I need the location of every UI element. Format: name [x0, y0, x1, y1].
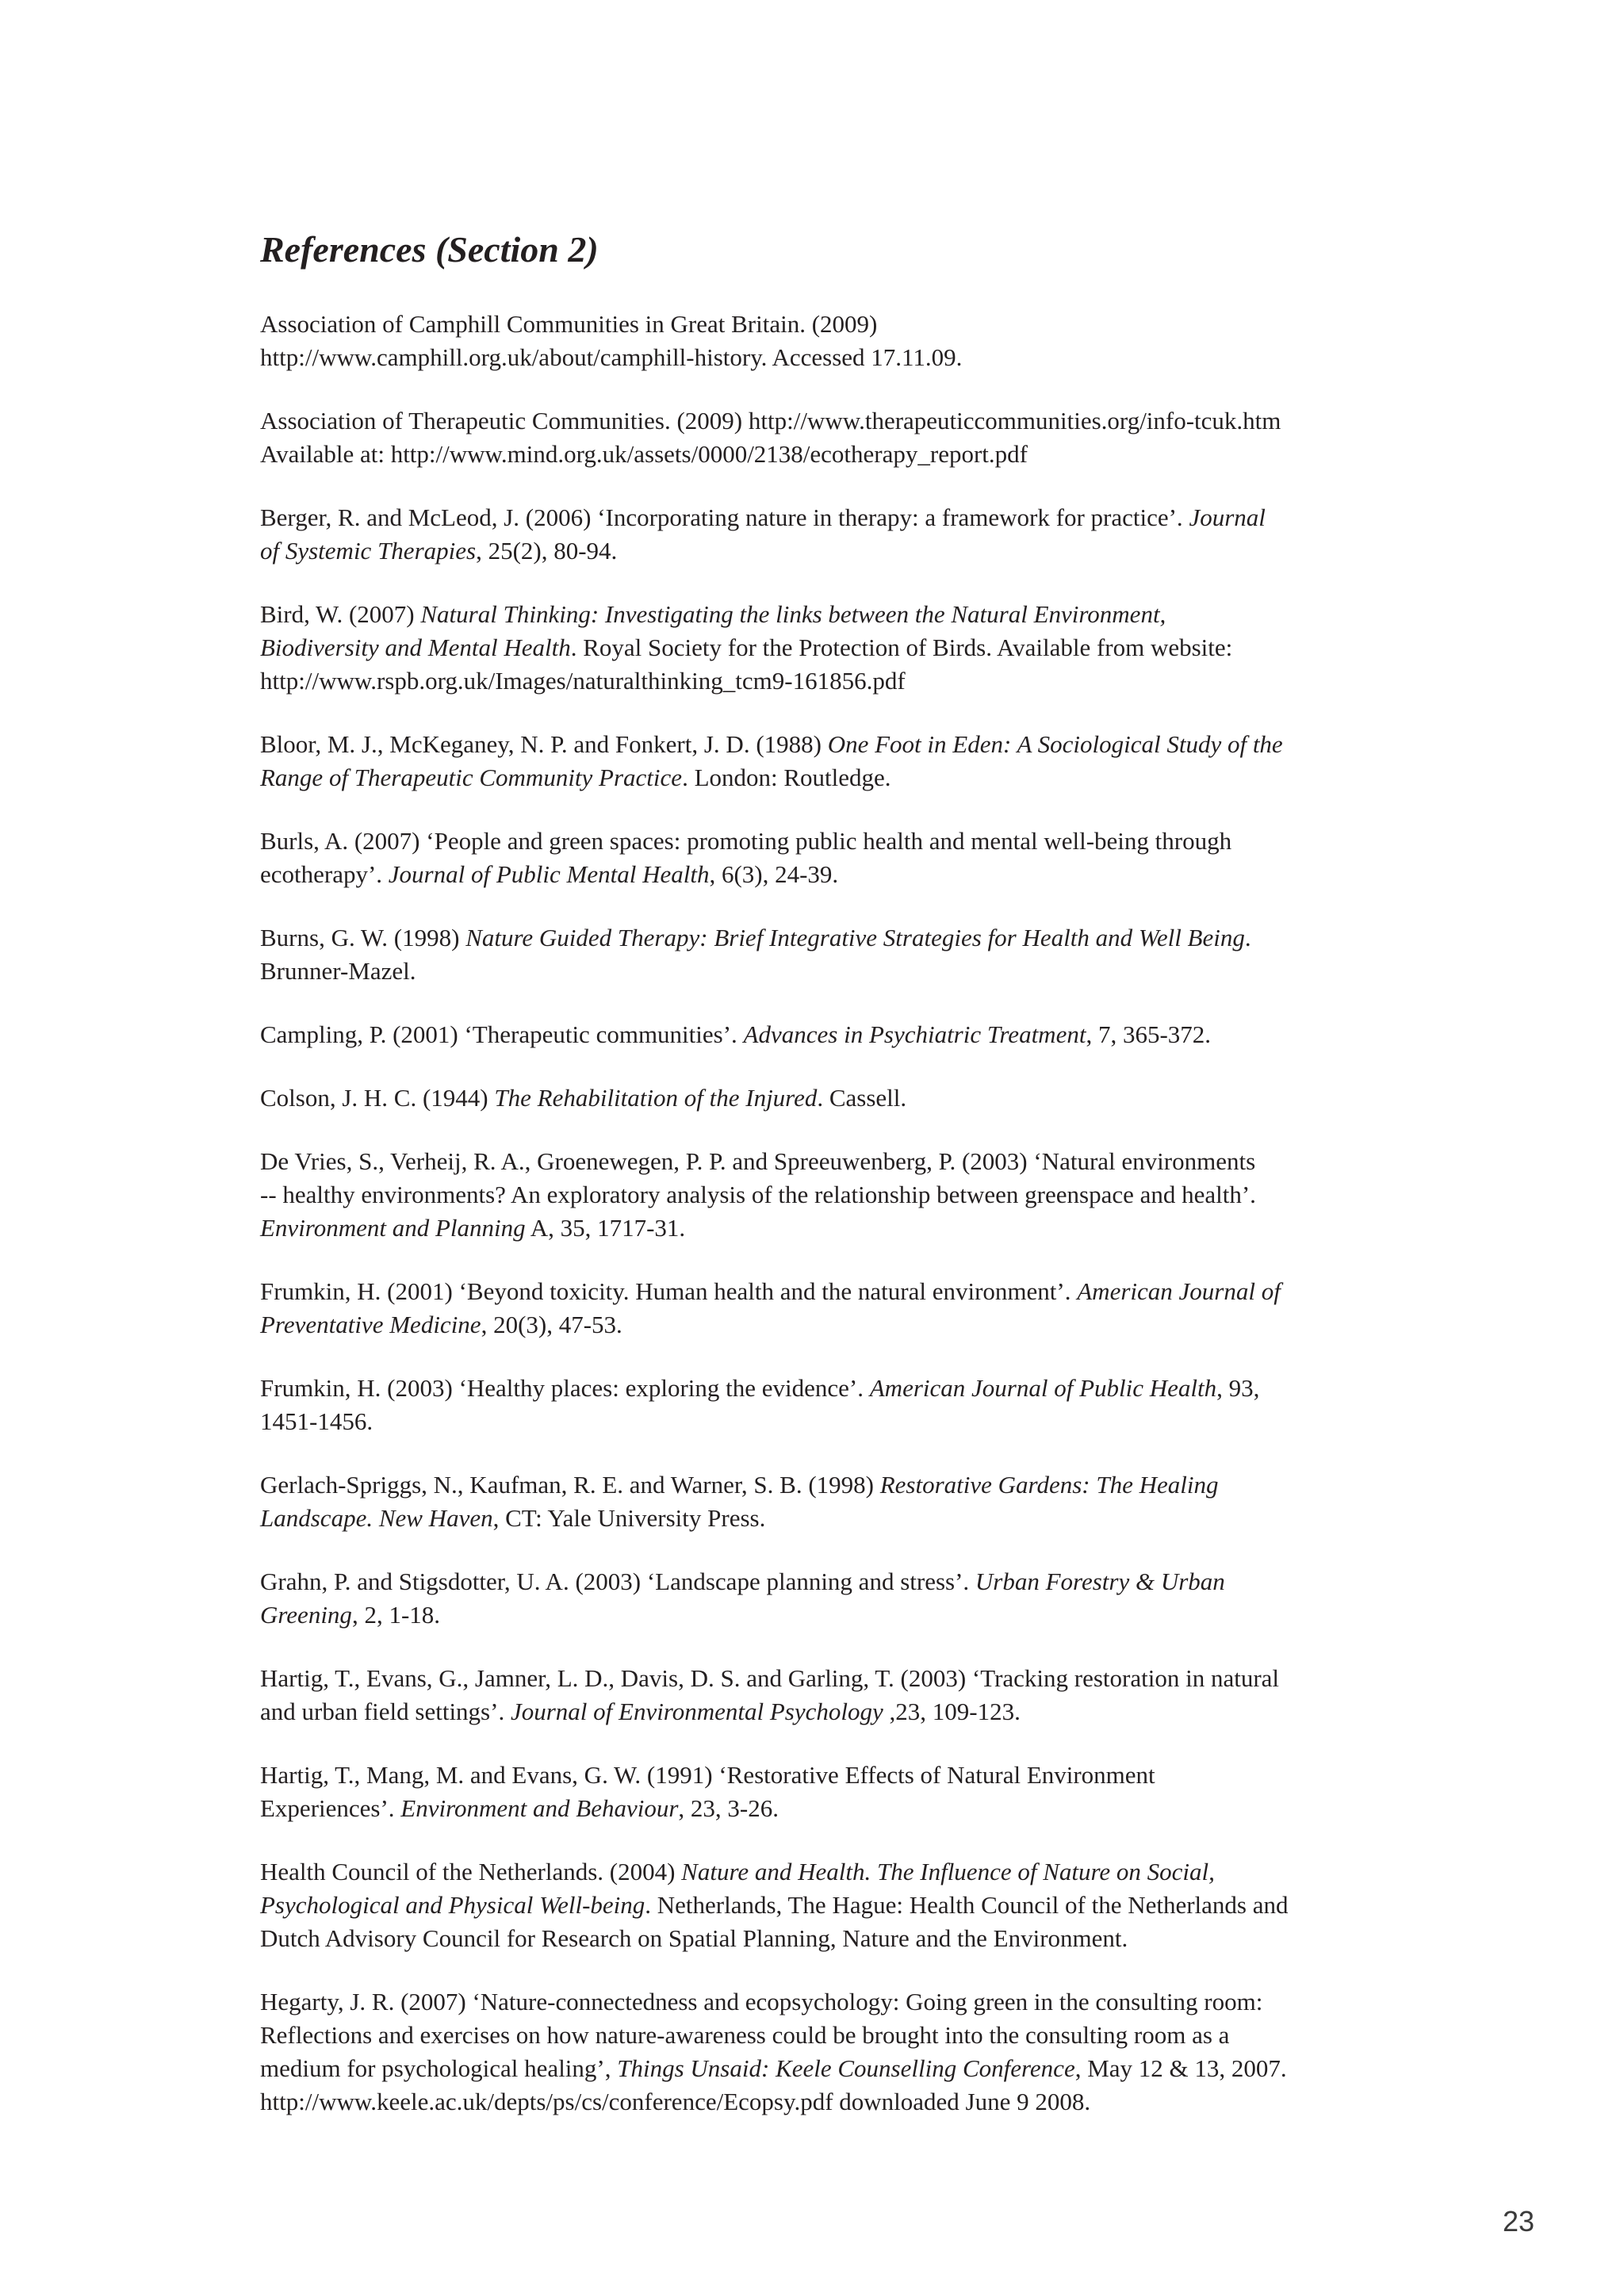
reference-text: http://www.keele.ac.uk/depts/ps/cs/conference/Ecopsy.pdf downloaded June 9 2008. [260, 2088, 1091, 2115]
reference-italic-text: Advances in Psychiatric Treatment [743, 1020, 1086, 1048]
reference-italic-text: Nature Guided Therapy: Brief Integrative Strategies for Health and Well Being [465, 924, 1245, 951]
reference-text: Gerlach-Spriggs, N., Kaufman, R. E. and Warner, S. B. (1998) [260, 1471, 880, 1499]
reference-italic-text: Greening [260, 1601, 352, 1629]
reference-entry [260, 1468, 1410, 1535]
reference-entry [260, 501, 1410, 568]
reference-entry [260, 1145, 1410, 1245]
reference-entry [260, 1759, 1410, 1825]
reference-text: Burls, A. (2007) ‘People and green spaces: promoting public health and mental well-being through [260, 827, 1232, 855]
reference-text: Health Council of the Netherlands. (2004) [260, 1858, 682, 1885]
reference-text: http://www.rspb.org.uk/Images/naturalthinking_tcm9-161856.pdf [260, 667, 906, 695]
reference-text: , 6(3), 24-39. [709, 860, 839, 888]
reference-italic-text: Journal of Environmental Psychology [510, 1698, 883, 1725]
reference-entry [260, 921, 1410, 988]
reference-text: Hartig, T., Mang, M. and Evans, G. W. (1991) ‘Restorative Effects of Natural Environment [260, 1761, 1155, 1789]
reference-italic-text: Environment and Behaviour [400, 1794, 679, 1822]
reference-entry [260, 1275, 1410, 1342]
reference-italic-text: Natural Thinking: Investigating the links between the Natural Environment, [420, 600, 1166, 628]
reference-text: , 2, 1-18. [351, 1601, 441, 1629]
reference-text: . Netherlands, The Hague: Health Council of the Netherlands and [645, 1891, 1289, 1919]
reference-text: A, 35, 1717-31. [525, 1214, 686, 1242]
reference-text: 1451-1456. [260, 1407, 373, 1435]
reference-entry [260, 1081, 1410, 1115]
reference-text: -- healthy environments? An exploratory analysis of the relationship between greenspace and health’. [260, 1181, 1256, 1208]
page-title: References (Section 2) [260, 229, 599, 270]
reference-italic-text: American Journal of [1077, 1277, 1281, 1305]
reference-text: Frumkin, H. (2001) ‘Beyond toxicity. Human health and the natural environment’. [260, 1277, 1078, 1305]
reference-entry [260, 825, 1410, 891]
reference-text: , 23, 3-26. [678, 1794, 779, 1822]
reference-text: Association of Therapeutic Communities. (2009) http://www.therapeuticcommunities.org/info-tcuk.htm [260, 407, 1281, 434]
reference-italic-text: Things Unsaid: Keele Counselling Conference [617, 2054, 1075, 2082]
reference-entry [260, 1018, 1410, 1051]
reference-italic-text: Restorative Gardens: The Healing [879, 1471, 1219, 1499]
reference-text: De Vries, S., Verheij, R. A., Groenewegen, P. P. and Spreeuwenberg, P. (2003) ‘Natural environments [260, 1147, 1256, 1175]
reference-text: , 7, 365-372. [1086, 1020, 1212, 1048]
reference-entry [260, 1855, 1410, 1955]
reference-italic-text: Journal [1189, 503, 1266, 531]
reference-text: , CT: Yale University Press. [492, 1504, 766, 1532]
reference-text: ,23, 109-123. [883, 1698, 1021, 1725]
reference-italic-text: Preventative Medicine [260, 1311, 481, 1338]
reference-italic-text: of Systemic Therapies [260, 537, 477, 565]
reference-entry [260, 1565, 1410, 1632]
reference-text: Burns, G. W. (1998) [260, 924, 466, 951]
reference-text: Campling, P. (2001) ‘Therapeutic communities’. [260, 1020, 744, 1048]
reference-text: Bloor, M. J., McKeganey, N. P. and Fonkert, J. D. (1988) [260, 730, 828, 758]
reference-entry [260, 728, 1410, 794]
reference-text: Berger, R. and McLeod, J. (2006) ‘Incorporating nature in therapy: a framework for practice’. [260, 503, 1189, 531]
reference-text: and urban field settings’. [260, 1698, 511, 1725]
reference-italic-text: Urban Forestry & Urban [975, 1568, 1225, 1595]
reference-text: Grahn, P. and Stigsdotter, U. A. (2003) ‘Landscape planning and stress’. [260, 1568, 975, 1595]
reference-list [260, 308, 1410, 2149]
reference-text: http://www.camphill.org.uk/about/camphill-history. Accessed 17.11.09. [260, 343, 963, 371]
reference-entry [260, 404, 1410, 471]
reference-text: Frumkin, H. (2003) ‘Healthy places: exploring the evidence’. [260, 1374, 870, 1402]
reference-entry [260, 598, 1410, 698]
reference-italic-text: Biodiversity and Mental Health [260, 634, 571, 661]
reference-text: . Cassell. [817, 1084, 907, 1112]
reference-text: Colson, J. H. C. (1944) [260, 1084, 495, 1112]
reference-italic-text: One Foot in Eden: A Sociological Study of the [827, 730, 1283, 758]
reference-text: , 20(3), 47-53. [481, 1311, 622, 1338]
reference-italic-text: Environment and Planning [260, 1214, 526, 1242]
reference-text: Experiences’. [260, 1794, 401, 1822]
reference-text: Association of Camphill Communities in Great Britain. (2009) [260, 310, 878, 338]
reference-text: Hartig, T., Evans, G., Jamner, L. D., Davis, D. S. and Garling, T. (2003) ‘Tracking restoration in natural [260, 1664, 1280, 1692]
reference-text: Dutch Advisory Council for Research on Spatial Planning, Nature and the Environment. [260, 1924, 1128, 1952]
reference-italic-text: Journal of Public Mental Health [388, 860, 710, 888]
reference-italic-text: Landscape. New Haven [260, 1504, 493, 1532]
reference-text: Hegarty, J. R. (2007) ‘Nature-connectedness and ecopsychology: Going green in the consulting room: [260, 1988, 1263, 2015]
reference-italic-text: Nature and Health. The Influence of Nature on Social, [681, 1858, 1215, 1885]
reference-text: . Royal Society for the Protection of Birds. Available from website: [570, 634, 1233, 661]
reference-entry [260, 1372, 1410, 1438]
page-number: 23 [1502, 2205, 1534, 2237]
reference-italic-text: The Rehabilitation of the Injured [494, 1084, 818, 1112]
reference-text: Brunner-Mazel. [260, 957, 416, 985]
reference-text: , 25(2), 80-94. [476, 537, 618, 565]
reference-italic-text: American Journal of Public Health [869, 1374, 1217, 1402]
reference-text: ecotherapy’. [260, 860, 389, 888]
reference-entry [260, 1985, 1410, 2119]
reference-text: medium for psychological healing’, [260, 2054, 618, 2082]
reference-italic-text: Range of Therapeutic Community Practice [260, 764, 683, 791]
reference-text: Available at: http://www.mind.org.uk/assets/0000/2138/ecotherapy_report.pdf [260, 440, 1028, 468]
reference-text: . [1244, 924, 1251, 951]
reference-text: , May 12 & 13, 2007. [1074, 2054, 1287, 2082]
reference-text: Reflections and exercises on how nature-awareness could be brought into the consulting room as a [260, 2021, 1230, 2049]
reference-entry [260, 1662, 1410, 1728]
reference-text: , 93, [1216, 1374, 1260, 1402]
reference-italic-text: Psychological and Physical Well-being [260, 1891, 645, 1919]
reference-entry [260, 308, 1410, 374]
reference-text: . London: Routledge. [682, 764, 891, 791]
reference-text: Bird, W. (2007) [260, 600, 421, 628]
